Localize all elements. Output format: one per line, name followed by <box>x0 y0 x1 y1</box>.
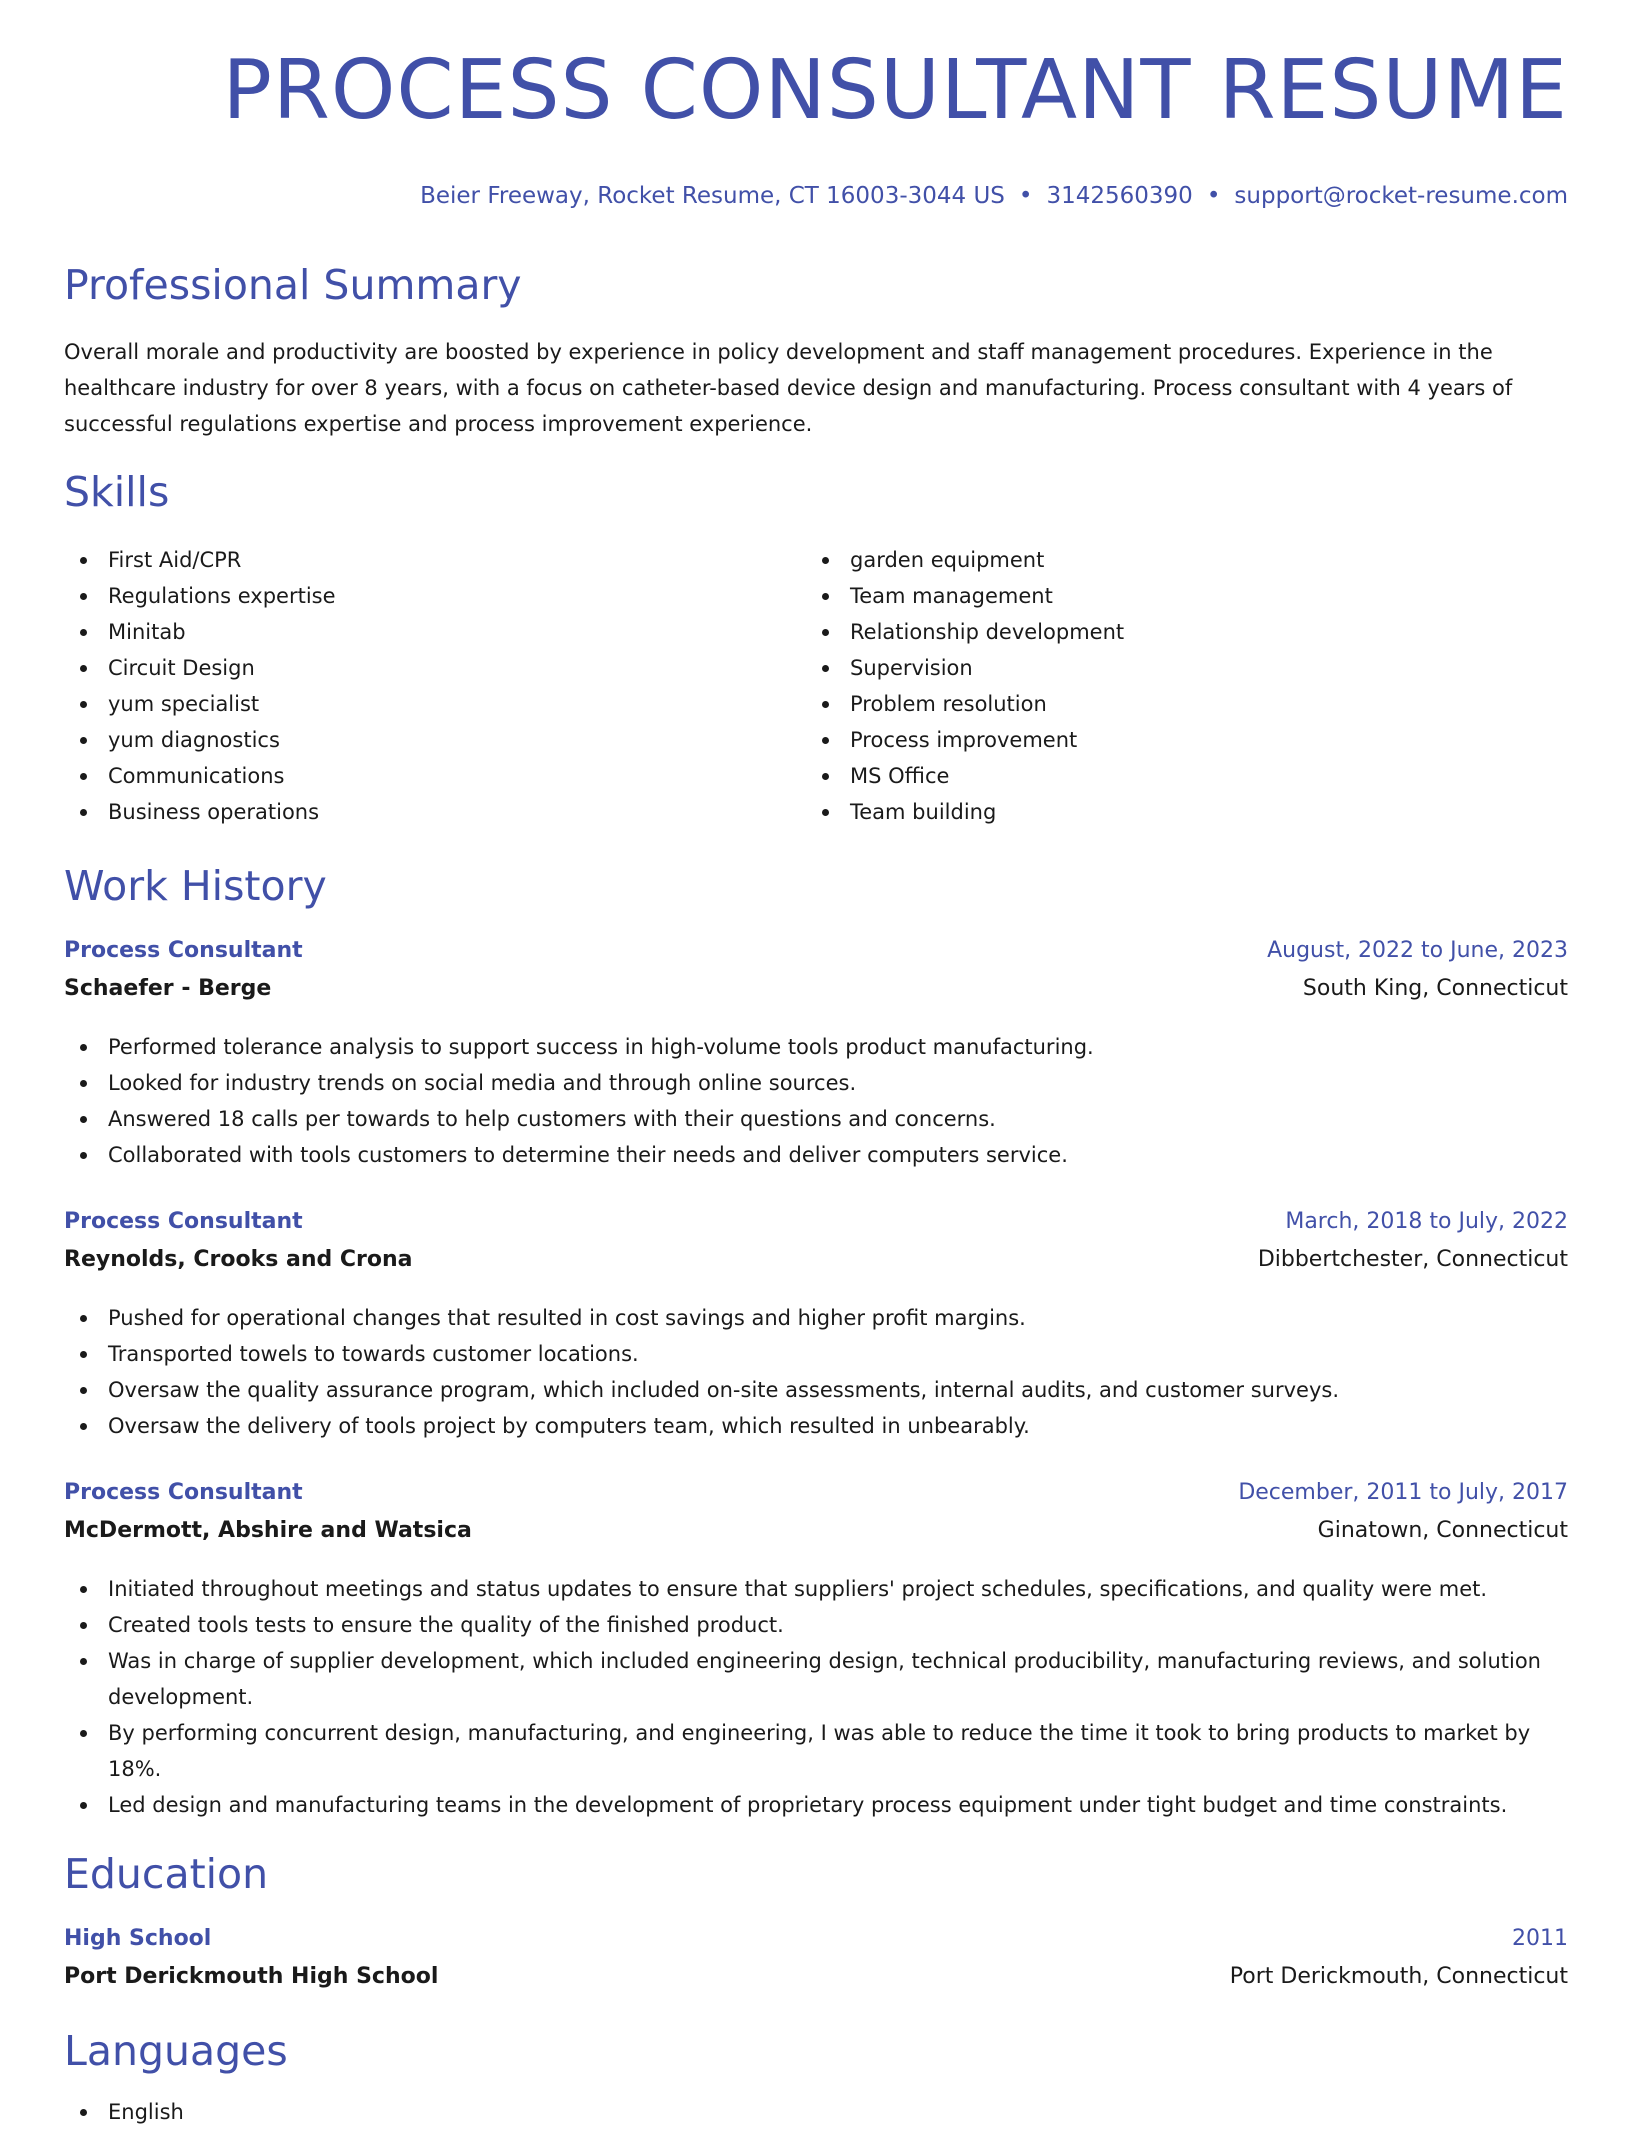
job-bullet: Collaborated with tools customers to determine their needs and deliver computers service. <box>64 1137 1568 1173</box>
summary-text: Overall morale and productivity are boosted by experience in policy development and staff management procedures. Experience in the healthcare industry for over 8 years, with a focus on catheter-based device design and manufacturing. Process consultant with 4 years of successful regulations expertise and process improvement experience. <box>64 340 1513 436</box>
job-title: Process Consultant <box>64 938 303 963</box>
skill-item: Circuit Design <box>64 650 336 686</box>
job-bullets <box>64 1029 1568 1173</box>
job-bullet: Answered 18 calls per towards to help customers with their questions and concerns. <box>64 1101 1568 1137</box>
skill-item: garden equipment <box>806 542 1124 578</box>
education-degree: High School <box>64 1926 212 1951</box>
skill-item: MS Office <box>806 758 1124 794</box>
job-dates: March, 2018 to July, 2022 <box>1285 1209 1568 1234</box>
job-title: Process Consultant <box>64 1480 303 1505</box>
job-location: Dibbertchester, Connecticut <box>1257 1247 1568 1272</box>
education-entry <box>64 1926 1568 2002</box>
job-entry <box>64 1480 1568 1823</box>
job-employer: Schaefer - Berge <box>64 976 272 1001</box>
skill-item: Team building <box>806 794 1124 830</box>
contact-separator: • <box>1206 183 1221 209</box>
job-bullet: Performed tolerance analysis to support success in high-volume tools product manufacturing. <box>64 1029 1568 1065</box>
languages-list <box>64 2094 184 2130</box>
job-dates: December, 2011 to July, 2017 <box>1238 1480 1568 1505</box>
contact-address: Beier Freeway, Rocket Resume, CT 16003-3044 US <box>420 183 1005 209</box>
summary-heading: Professional Summary <box>64 261 522 309</box>
resume-title: PROCESS CONSULTANT RESUME <box>222 43 1568 138</box>
skill-item: Supervision <box>806 650 1124 686</box>
job-location: Ginatown, Connecticut <box>1317 1518 1568 1543</box>
skill-item: Regulations expertise <box>64 578 336 614</box>
job-bullet: Initiated throughout meetings and status updates to ensure that suppliers' project schedules, specifications, and quality were met. <box>64 1571 1568 1607</box>
job-bullet: Pushed for operational changes that resulted in cost savings and higher profit margins. <box>64 1300 1568 1336</box>
work-history-heading: Work History <box>64 862 327 910</box>
job-title: Process Consultant <box>64 1209 303 1234</box>
contact-line <box>420 183 1568 209</box>
job-entry <box>64 1209 1568 1444</box>
job-bullet: Looked for industry trends on social media and through online sources. <box>64 1065 1568 1101</box>
job-bullet: Oversaw the delivery of tools project by computers team, which resulted in unbearably. <box>64 1408 1568 1444</box>
job-bullet: Transported towels to towards customer locations. <box>64 1336 1568 1372</box>
skill-item: Problem resolution <box>806 686 1124 722</box>
skills-heading: Skills <box>64 468 170 516</box>
skill-item: Relationship development <box>806 614 1124 650</box>
skill-item: First Aid/CPR <box>64 542 336 578</box>
skill-item: Business operations <box>64 794 336 830</box>
job-bullet: Led design and manufacturing teams in the development of proprietary process equipment under tight budget and time constraints. <box>64 1787 1568 1823</box>
job-bullets <box>64 1571 1568 1823</box>
job-employer: McDermott, Abshire and Watsica <box>64 1518 472 1543</box>
job-bullet: Oversaw the quality assurance program, which included on-site assessments, internal audits, and customer surveys. <box>64 1372 1568 1408</box>
job-dates: August, 2022 to June, 2023 <box>1267 938 1568 963</box>
job-bullet: Created tools tests to ensure the quality of the finished product. <box>64 1607 1568 1643</box>
skills-list-left <box>64 542 336 830</box>
skill-item: yum specialist <box>64 686 336 722</box>
job-entry <box>64 938 1568 1173</box>
education-year: 2011 <box>1512 1926 1568 1951</box>
skill-item: Communications <box>64 758 336 794</box>
contact-separator: • <box>1018 183 1033 209</box>
skill-item: Team management <box>806 578 1124 614</box>
contact-email: support@rocket-resume.com <box>1234 183 1568 209</box>
language-item: English <box>64 2094 184 2130</box>
languages-heading: Languages <box>64 2027 288 2075</box>
contact-phone: 3142560390 <box>1046 183 1193 209</box>
skill-item: Process improvement <box>806 722 1124 758</box>
education-school: Port Derickmouth High School <box>64 1964 439 1989</box>
job-bullet: Was in charge of supplier development, which included engineering design, technical producibility, manufacturing reviews, and solution development. <box>64 1643 1568 1715</box>
job-bullet: By performing concurrent design, manufacturing, and engineering, I was able to reduce the time it took to bring products to market by 18%. <box>64 1715 1568 1787</box>
skill-item: Minitab <box>64 614 336 650</box>
skill-item: yum diagnostics <box>64 722 336 758</box>
education-heading: Education <box>64 1850 269 1898</box>
skills-list-right <box>806 542 1124 830</box>
job-location: South King, Connecticut <box>1302 976 1568 1001</box>
job-employer: Reynolds, Crooks and Crona <box>64 1247 413 1272</box>
job-bullets <box>64 1300 1568 1444</box>
education-location: Port Derickmouth, Connecticut <box>1229 1964 1568 1989</box>
